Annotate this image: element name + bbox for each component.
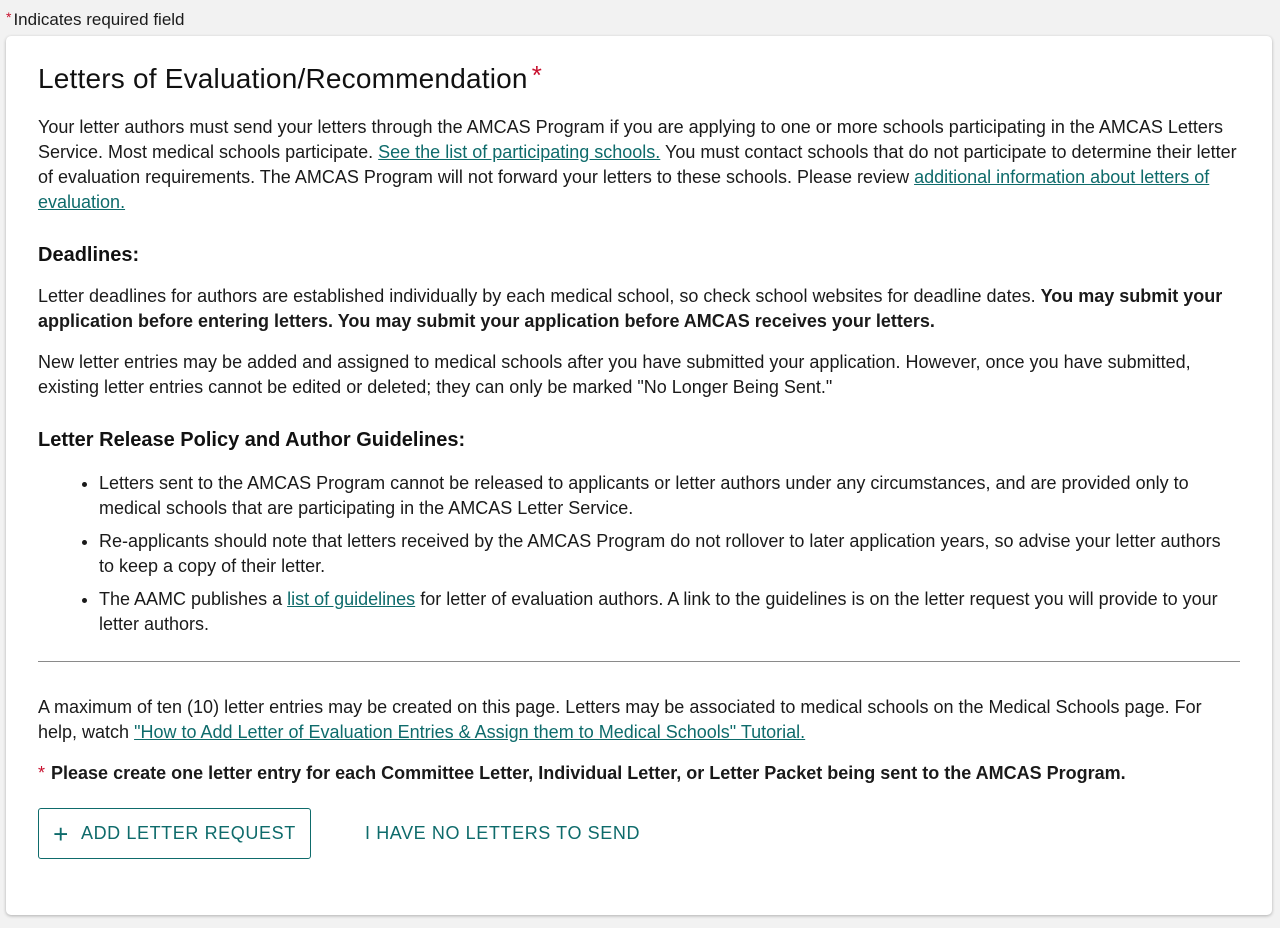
- bullet3-text-pre: The AAMC publishes a: [99, 589, 288, 609]
- additional-info-link[interactable]: additional information about letters of evaluation.: [38, 167, 1210, 212]
- section-title: [38, 58, 1240, 96]
- intro-text-1: Your letter authors must send your letters through the AMCAS Program if you are applying to one or more schools participating in the AMCAS Letters Service. Most medical schools participate.: [38, 117, 1223, 162]
- tutorial-link[interactable]: "How to Add Letter of Evaluation Entries & Assign them to Medical Schools" Tutorial.: [134, 722, 806, 742]
- participating-schools-link[interactable]: See the list of participating schools.: [378, 142, 661, 162]
- deadlines-paragraph-2: New letter entries may be added and assigned to medical schools after you have submitted your application. However, once you have submitted, existing letter entries cannot be edited or deleted; they can only be marked "No Longer Being Sent.": [38, 352, 1191, 397]
- deadlines-heading: Deadlines:: [38, 244, 140, 266]
- section-divider: [38, 661, 1240, 662]
- guidelines-link[interactable]: list of guidelines: [287, 589, 416, 609]
- bullet3-text-post: for letter of evaluation authors. A link to the guidelines is on the letter request you will provide to your letter authors.: [99, 589, 1218, 634]
- max-entries-text: A maximum of ten (10) letter entries may be created on this page. Letters may be associated to medical schools on the Medical Schools page. For help, watch: [38, 697, 1202, 742]
- intro-text-2: You must contact schools that do not participate to determine their letter of evaluation requirements. The AMCAS Program will not forward your letters to these schools. Please review: [38, 142, 1237, 187]
- section-title-text: Letters of Evaluation/Recommendation: [38, 63, 528, 94]
- section-required-star: *: [531, 60, 543, 90]
- policy-bullet-3: [99, 587, 1240, 637]
- no-letters-button[interactable]: I HAVE NO LETTERS TO SEND: [365, 823, 641, 843]
- add-letter-request-button[interactable]: [38, 808, 311, 859]
- letters-section-card: [6, 36, 1272, 915]
- action-row: [38, 808, 1240, 859]
- policy-list: [38, 471, 1240, 637]
- policy-heading: Letter Release Policy and Author Guidelines:: [38, 429, 466, 451]
- policy-bullet-1: • Letters sent to the AMCAS Program cannot be released to applicants or letter authors under any circumstances, and are provided only to medical schools that are participating in the AMCAS Letter Service.: [99, 471, 1240, 521]
- required-star: *: [6, 9, 12, 25]
- required-field-note: [6, 7, 185, 30]
- intro-paragraph: [38, 115, 1240, 215]
- create-required-star: *: [38, 763, 46, 783]
- create-entry-text: Please create one letter entry for each Committee Letter, Individual Letter, or Letter Packet being sent to the AMCAS Program.: [51, 763, 1126, 783]
- required-note-text: Indicates required field: [13, 10, 185, 29]
- deadlines-bold-text: You may submit your application before entering letters. You may submit your application before AMCAS receives your letters.: [38, 286, 1223, 331]
- policy-bullet-2: • Re-applicants should note that letters received by the AMCAS Program do not rollover to later application years, so advise your letter authors to keep a copy of their letter.: [99, 529, 1240, 579]
- max-entries-paragraph: [38, 695, 1240, 745]
- deadlines-paragraph-1: [38, 284, 1240, 334]
- create-entry-instruction: [38, 761, 1240, 786]
- add-letter-request-label: ADD LETTER REQUEST: [80, 823, 296, 843]
- deadlines-text: Letter deadlines for authors are established individually by each medical school, so check school websites for deadline dates.: [38, 286, 1041, 306]
- plus-icon: +: [53, 818, 69, 849]
